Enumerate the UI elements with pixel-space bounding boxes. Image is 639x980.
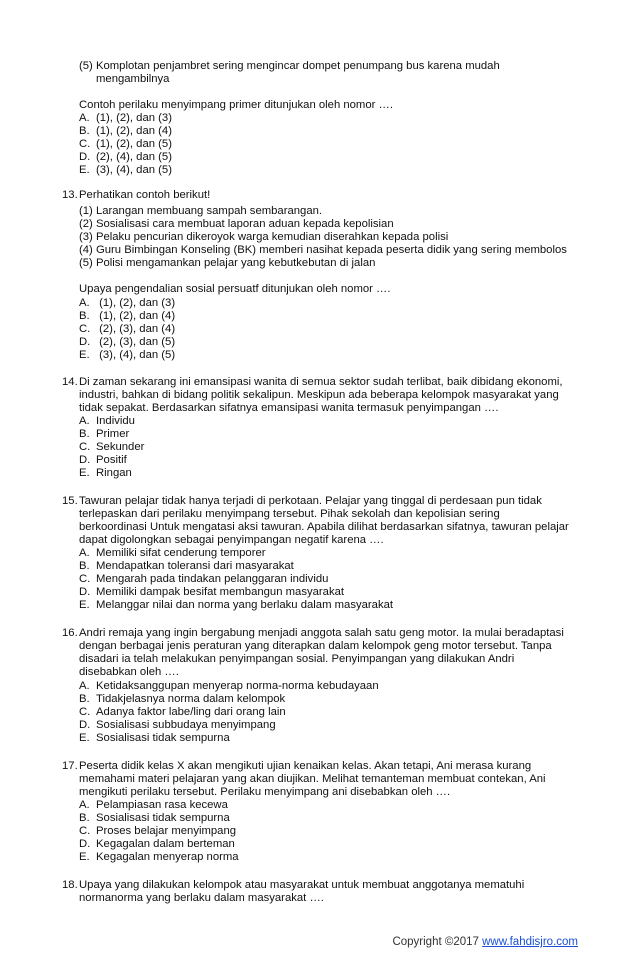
q15-option-e: E. Melanggar nilai dan norma yang berlaku dalam masyarakat: [79, 599, 394, 611]
q18-number: 18.: [62, 879, 78, 891]
q18-text-1: Upaya yang dilakukan kelompok atau masyarakat untuk membuat anggotanya mematuhi: [79, 879, 525, 891]
q16-option-e: E. Sosialisasi tidak sempurna: [79, 732, 230, 744]
q16-text-3: disadari ia telah melakukan penyimpangan sosial. Penyimpangan yang dilakukan Andri: [79, 653, 515, 665]
q16-option-c: C. Adanya faktor labe/ling dari orang lain: [79, 706, 286, 718]
copyright-text: Copyright ©2017: [392, 936, 483, 948]
q16-text-1: Andri remaja yang ingin bergabung menjadi anggota salah satu geng motor. Ia mulai beradaptasi: [79, 627, 564, 639]
q17-text-2: memahami materi pelajaran yang akan diujikan. Melihat temanteman membuat contekan, Ani: [79, 773, 546, 785]
q12-option-b: B. (1), (2), dan (4): [79, 125, 172, 137]
q15-text-3: berkoordinasi Untuk mengatasi aksi tawuran. Apabila dilihat berdasarkan sifatnya, tawuran pelajar: [79, 521, 569, 533]
q12-option-d: D. (2), (4), dan (5): [79, 151, 172, 163]
q13-item-5: (5) Polisi mengamankan pelajar yang kebutkebutan di jalan: [79, 257, 376, 269]
q12-item-5: (5) Komplotan penjambret sering mengincar dompet penumpang bus karena mudah: [79, 60, 500, 72]
q17-text-3: mengikuti perilaku tersebut. Perilaku menyimpang ani disebabkan oleh ….: [79, 786, 451, 798]
q14-option-b: B. Primer: [79, 428, 130, 440]
q15-number: 15.: [62, 495, 78, 507]
q17-option-b: B. Sosialisasi tidak sempurna: [79, 812, 230, 824]
q13-item-1: (1) Larangan membuang sampah sembarangan.: [79, 205, 323, 217]
q12-item-5-cont: mengambilnya: [96, 73, 170, 85]
q13-item-4: (4) Guru Bimbingan Konseling (BK) memberi nasihat kepada peserta didik yang sering membolos: [79, 244, 567, 256]
copyright-footer: [392, 936, 578, 948]
q17-option-c: C. Proses belajar menyimpang: [79, 825, 237, 837]
q17-option-a: A. Pelampiasan rasa kecewa: [79, 799, 228, 811]
q13-item-3: (3) Pelaku pencurian dikeroyok warga kemudian diserahkan kepada polisi: [79, 231, 449, 243]
q15-text-1: Tawuran pelajar tidak hanya terjadi di perkotaan. Pelajar yang tinggal di perdesaan pun tidak: [79, 495, 542, 507]
q17-number: 17.: [62, 760, 78, 772]
q15-option-c: C. Mengarah pada tindakan pelanggaran individu: [79, 573, 329, 585]
q13-option-d: D. (2), (3), dan (5): [79, 336, 176, 348]
q16-option-a: A. Ketidaksanggupan menyerap norma-norma kebudayaan: [79, 680, 379, 692]
q12-option-e: E. (3), (4), dan (5): [79, 164, 172, 176]
q13-option-a: A. (1), (2), dan (3): [79, 297, 176, 309]
q14-option-c: C. Sekunder: [79, 441, 145, 453]
q14-text-3: tidak sepakat. Berdasarkan sifatnya emansipasi wanita termasuk penyimpangan ….: [79, 402, 499, 414]
q13-item-2: (2) Sosialisasi cara membuat laporan aduan kepada kepolisian: [79, 218, 394, 230]
q14-option-e: E. Ringan: [79, 467, 132, 479]
q13-number: 13.: [62, 189, 78, 201]
q18-text-2: normanorma yang berlaku dalam masyarakat ….: [79, 892, 324, 904]
q12-question: Contoh perilaku menyimpang primer ditunjukan oleh nomor ….: [79, 99, 393, 111]
q16-text-4: disebabkan oleh ….: [79, 666, 179, 678]
q17-text-1: Peserta didik kelas X akan mengikuti ujian kenaikan kelas. Akan tetapi, Ani merasa kurang: [79, 760, 532, 772]
q13-option-c: C. (2), (3), dan (4): [79, 323, 176, 335]
q15-option-b: B. Mendapatkan toleransi dari masyarakat: [79, 560, 294, 572]
q15-option-d: D. Memiliki dampak besifat membangun masyarakat: [79, 586, 345, 598]
q17-option-e: E. Kegagalan menyerap norma: [79, 851, 239, 863]
q16-option-b: B. Tidakjelasnya norma dalam kelompok: [79, 693, 286, 705]
q16-option-d: D. Sosialisasi subbudaya menyimpang: [79, 719, 276, 731]
q13-option-e: E. (3), (4), dan (5): [79, 349, 176, 361]
q14-text-1: Di zaman sekarang ini emansipasi wanita di semua sektor sudah terlibat, baik dibidang ekonomi,: [79, 376, 563, 388]
q15-text-2: terlepaskan dari perilaku menyimpang tersebut. Pihak sekolah dan kepolisian sering: [79, 508, 500, 520]
q12-option-c: C. (1), (2), dan (5): [79, 138, 172, 150]
q17-option-d: D. Kegagalan dalam berteman: [79, 838, 235, 850]
q13-question: Upaya pengendalian sosial persuatf ditunjukan oleh nomor ….: [79, 283, 391, 295]
q16-text-2: dengan berbagai jenis peraturan yang diterapkan dalam kelompok geng motor tersebut. Tanpa: [79, 640, 552, 652]
q16-number: 16.: [62, 627, 78, 639]
q14-number: 14.: [62, 376, 78, 388]
website-link[interactable]: www.fahdisjro.com: [482, 936, 578, 948]
q15-option-a: A. Memiliki sifat cenderung temporer: [79, 547, 266, 559]
q13-option-b: B. (1), (2), dan (4): [79, 310, 176, 322]
q13-intro: Perhatikan contoh berikut!: [79, 189, 211, 201]
q14-option-a: A. Individu: [79, 415, 135, 427]
q12-option-a: A. (1), (2), dan (3): [79, 112, 172, 124]
q15-text-4: dapat digolongkan sebagai penyimpangan negatif karena ….: [79, 534, 384, 546]
q14-option-d: D. Positif: [79, 454, 127, 466]
q14-text-2: industri, bahkan di bidang politik sekalipun. Meskipun ada beberapa kelompok masyarakat yang: [79, 389, 559, 401]
